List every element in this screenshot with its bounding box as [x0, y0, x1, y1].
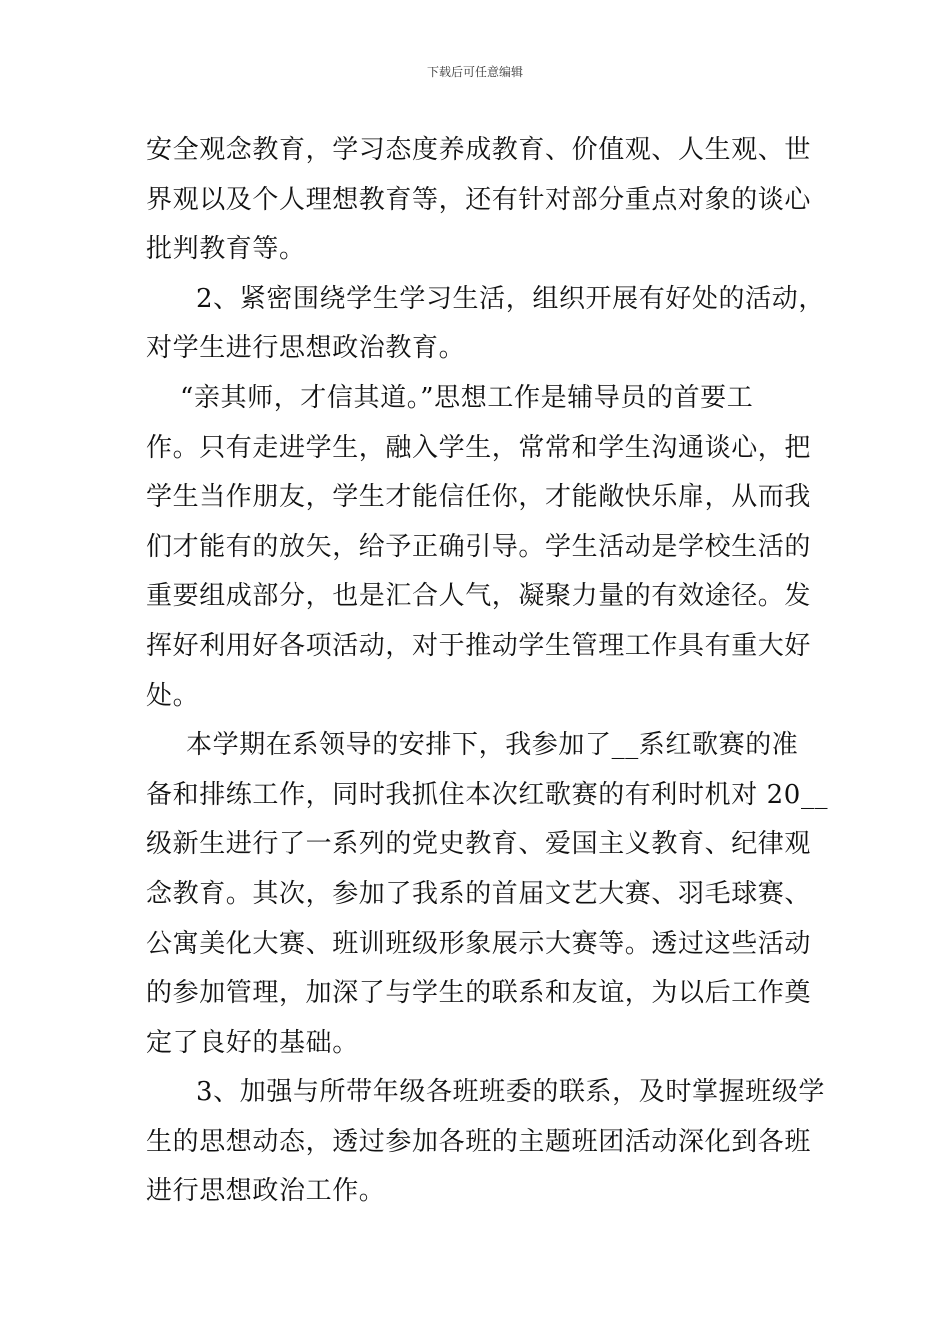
text-line: 生的思想动态，透过参加各班的主题班团活动深化到各班	[146, 1126, 812, 1157]
paragraph-1	[146, 126, 812, 275]
text-line: 对学生进行思想政治教育。	[146, 333, 466, 364]
paragraph-3	[146, 374, 812, 721]
text-line: 的参加管理，加深了与学生的联系和友谊，为以后工作奠	[146, 978, 812, 1009]
text-line: 批判教育等。	[146, 234, 306, 265]
paragraph-4	[146, 721, 829, 1068]
text-line: 备和排练工作，同时我抓住本次红歌赛的有利时机对 20__	[146, 779, 829, 810]
text-line: 学生当作朋友，学生才能信任你，才能敞快乐扉，从而我	[146, 482, 812, 513]
paragraph-5	[146, 1068, 825, 1217]
text-line: 3、加强与所带年级各班班委的联系，及时掌握班级学	[196, 1077, 825, 1108]
text-line: 念教育。其次，参加了我系的首届文艺大赛、羽毛球赛、	[146, 878, 812, 909]
text-line: 界观以及个人理想教育等，还有针对部分重点对象的谈心	[146, 184, 812, 215]
text-line: 进行思想政治工作。	[146, 1176, 386, 1207]
text-line: 级新生进行了一系列的党史教育、爱国主义教育、纪律观	[146, 829, 812, 860]
text-line: 公寓美化大赛、班训班级形象展示大赛等。透过这些活动	[146, 928, 812, 959]
text-line: “亲其师，才信其道。”思想工作是辅导员的首要工	[180, 382, 754, 413]
text-line: 们才能有的放矢，给予正确引导。学生活动是学校生活的	[146, 531, 812, 562]
text-line: 处。	[146, 680, 200, 711]
document-body	[146, 126, 829, 1217]
text-line: 2、紧密围绕学生学习生活，组织开展有好处的活动，	[196, 283, 825, 314]
text-line: 挥好利用好各项活动，对于推动学生管理工作具有重大好	[146, 630, 812, 661]
paragraph-2	[146, 275, 825, 374]
text-line: 本学期在系领导的安排下，我参加了__系红歌赛的准	[186, 730, 799, 761]
text-line: 安全观念教育，学习态度养成教育、价值观、人生观、世	[146, 135, 812, 165]
page-header: 下载后可任意编辑	[426, 65, 523, 79]
text-line: 作。只有走进学生，融入学生，常常和学生沟通谈心，把	[146, 432, 812, 463]
text-line: 重要组成部分，也是汇合人气，凝聚力量的有效途径。发	[146, 581, 812, 612]
text-line: 定了良好的基础。	[146, 1027, 359, 1058]
